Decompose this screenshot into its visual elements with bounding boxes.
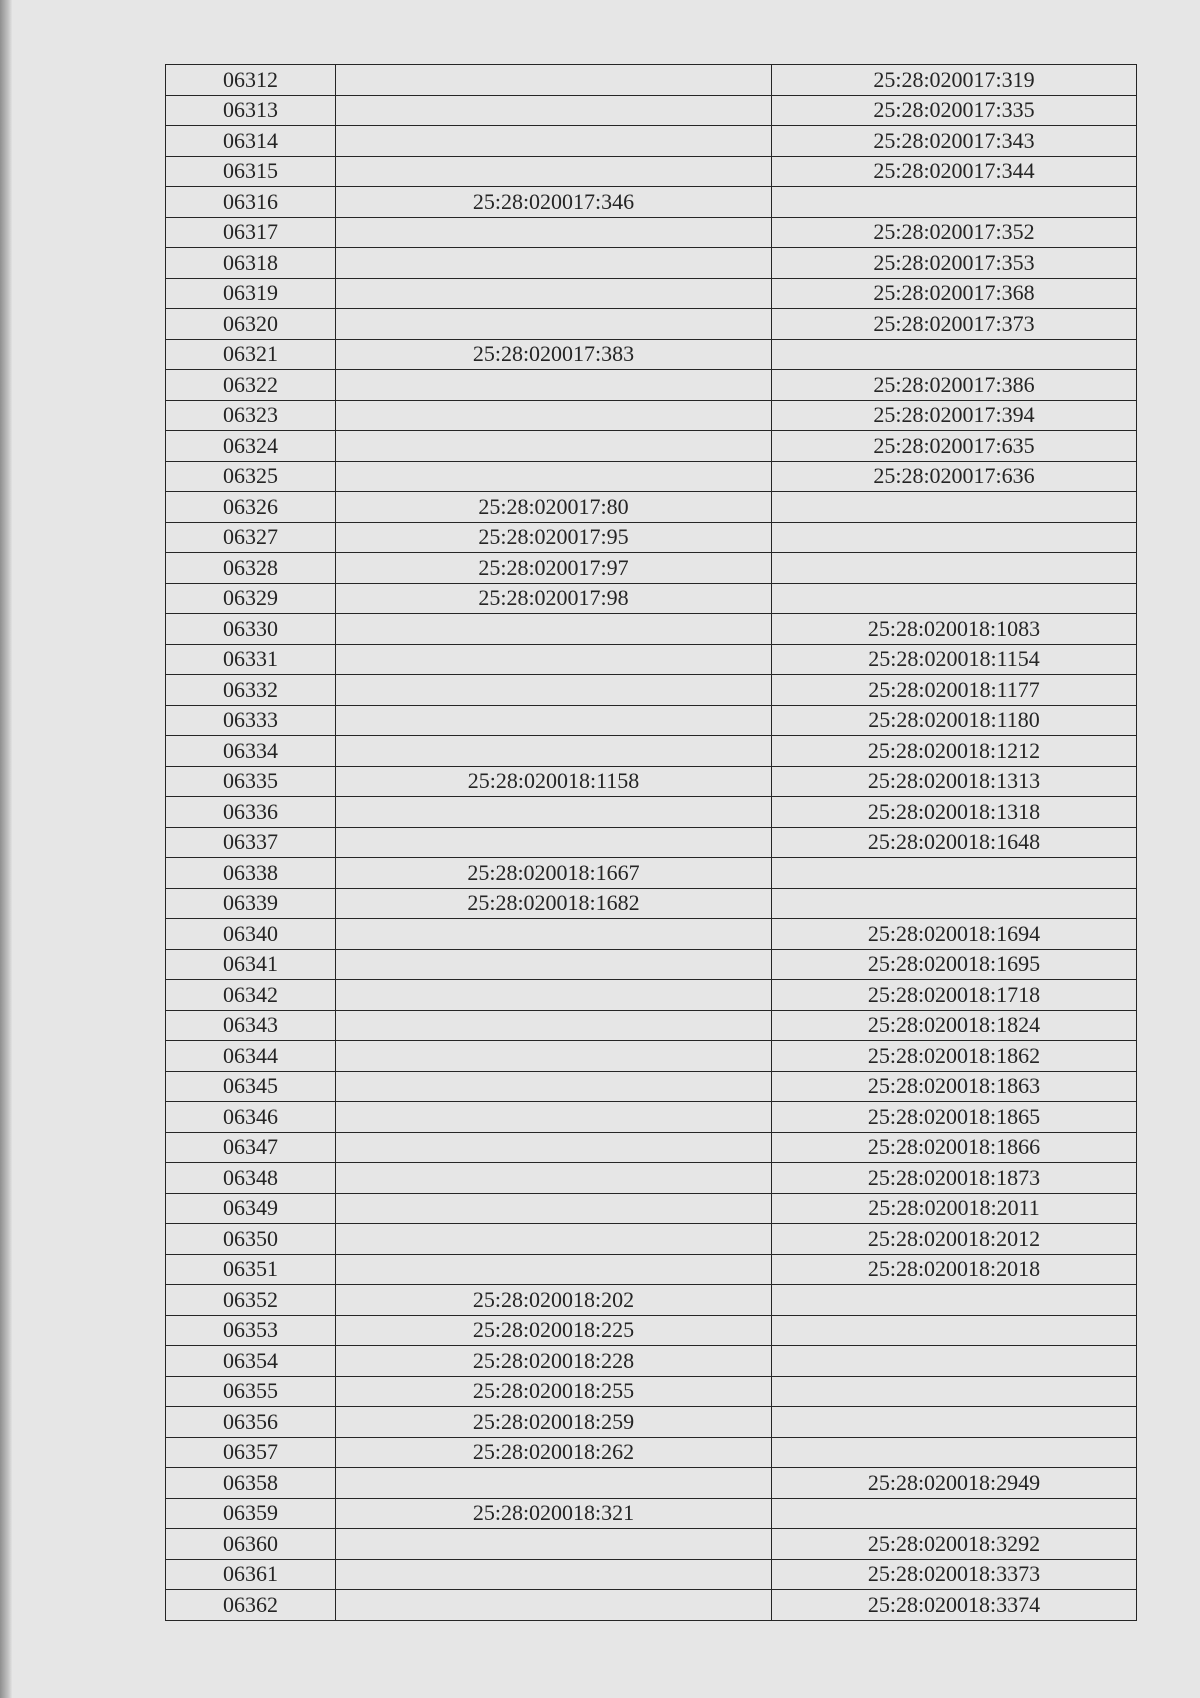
table-row [166,858,1137,889]
cadastral-number-cell-b [772,888,1137,919]
cadastral-number-cell-a [336,65,772,96]
row-number-cell: 06361 [166,1559,336,1590]
row-number-cell: 06342 [166,980,336,1011]
cadastral-number-cell-a [336,1102,772,1133]
table-row [166,1346,1137,1377]
cadastral-number-cell-b: 25:28:020018:1694 [772,919,1137,950]
table-row [166,126,1137,157]
row-number-cell: 06345 [166,1071,336,1102]
cadastral-number-cell-a [336,1529,772,1560]
cadastral-number-cell-a [336,980,772,1011]
cadastral-number-cell-b [772,1437,1137,1468]
cadastral-number-cell-b: 25:28:020017:386 [772,370,1137,401]
table-row [166,1376,1137,1407]
row-number-cell: 06353 [166,1315,336,1346]
table-row [166,1529,1137,1560]
table-row [166,766,1137,797]
cadastral-number-cell-a [336,1071,772,1102]
row-number-cell: 06359 [166,1498,336,1529]
cadastral-number-cell-b [772,1346,1137,1377]
cadastral-number-cell-b: 25:28:020018:1212 [772,736,1137,767]
cadastral-number-cell-b: 25:28:020018:1873 [772,1163,1137,1194]
table-row [166,1498,1137,1529]
table-row [166,1559,1137,1590]
cadastral-number-cell-b: 25:28:020018:1318 [772,797,1137,828]
cadastral-number-cell-b: 25:28:020018:1313 [772,766,1137,797]
table-row [166,675,1137,706]
table-row [166,339,1137,370]
cadastral-number-cell-b: 25:28:020018:2949 [772,1468,1137,1499]
cadastral-number-cell-b [772,1376,1137,1407]
page-binding-edge [0,0,12,1698]
row-number-cell: 06327 [166,522,336,553]
cadastral-number-cell-b: 25:28:020018:1648 [772,827,1137,858]
cadastral-number-cell-b: 25:28:020018:1863 [772,1071,1137,1102]
table-row [166,461,1137,492]
cadastral-number-cell-b: 25:28:020017:636 [772,461,1137,492]
table-row [166,644,1137,675]
cadastral-number-cell-b: 25:28:020017:394 [772,400,1137,431]
row-number-cell: 06331 [166,644,336,675]
table-row [166,1224,1137,1255]
table-row [166,1010,1137,1041]
table-row [166,980,1137,1011]
cadastral-number-cell-a: 25:28:020018:228 [336,1346,772,1377]
row-number-cell: 06336 [166,797,336,828]
cadastral-number-cell-a: 25:28:020017:98 [336,583,772,614]
row-number-cell: 06340 [166,919,336,950]
cadastral-number-cell-a [336,1163,772,1194]
row-number-cell: 06315 [166,156,336,187]
table-row [166,919,1137,950]
cadastral-number-cell-b: 25:28:020018:1718 [772,980,1137,1011]
cadastral-number-cell-b: 25:28:020018:1866 [772,1132,1137,1163]
row-number-cell: 06360 [166,1529,336,1560]
table-row [166,1315,1137,1346]
row-number-cell: 06334 [166,736,336,767]
cadastral-number-cell-b: 25:28:020018:2012 [772,1224,1137,1255]
scanned-page [12,0,1200,1698]
row-number-cell: 06341 [166,949,336,980]
table-row [166,797,1137,828]
row-number-cell: 06344 [166,1041,336,1072]
cadastral-number-cell-a [336,797,772,828]
cadastral-number-cell-a: 25:28:020017:80 [336,492,772,523]
row-number-cell: 06330 [166,614,336,645]
cadastral-number-cell-a [336,644,772,675]
table-row [166,614,1137,645]
row-number-cell: 06323 [166,400,336,431]
cadastral-number-cell-b: 25:28:020017:343 [772,126,1137,157]
cadastral-number-cell-a [336,400,772,431]
cadastral-number-cell-a [336,614,772,645]
cadastral-number-cell-b [772,1498,1137,1529]
cadastral-number-cell-a: 25:28:020018:259 [336,1407,772,1438]
cadastral-number-cell-b: 25:28:020018:3374 [772,1590,1137,1621]
row-number-cell: 06333 [166,705,336,736]
table-row [166,705,1137,736]
row-number-cell: 06352 [166,1285,336,1316]
table-row [166,522,1137,553]
table-row [166,1102,1137,1133]
cadastral-number-cell-b: 25:28:020017:368 [772,278,1137,309]
cadastral-number-cell-a [336,248,772,279]
cadastral-number-cell-b: 25:28:020017:352 [772,217,1137,248]
table-row [166,1041,1137,1072]
row-number-cell: 06337 [166,827,336,858]
table-row [166,278,1137,309]
table-row [166,1590,1137,1621]
table-row [166,1407,1137,1438]
row-number-cell: 06329 [166,583,336,614]
table-row [166,553,1137,584]
cadastral-number-cell-a [336,95,772,126]
cadastral-number-cell-b [772,187,1137,218]
row-number-cell: 06338 [166,858,336,889]
cadastral-number-cell-b: 25:28:020017:335 [772,95,1137,126]
cadastral-number-cell-b: 25:28:020018:1862 [772,1041,1137,1072]
cadastral-number-cell-a: 25:28:020018:255 [336,1376,772,1407]
table-row [166,736,1137,767]
table-row [166,888,1137,919]
table-row [166,492,1137,523]
cadastral-number-cell-a: 25:28:020018:1667 [336,858,772,889]
cadastral-number-cell-b [772,522,1137,553]
cadastral-number-cell-b [772,553,1137,584]
row-number-cell: 06357 [166,1437,336,1468]
cadastral-number-cell-a: 25:28:020017:383 [336,339,772,370]
cadastral-number-cell-b [772,583,1137,614]
cadastral-number-cell-b: 25:28:020018:1695 [772,949,1137,980]
cadastral-number-cell-a: 25:28:020018:321 [336,1498,772,1529]
row-number-cell: 06358 [166,1468,336,1499]
cadastral-number-cell-a [336,1041,772,1072]
cadastral-number-cell-b [772,858,1137,889]
cadastral-number-cell-b: 25:28:020018:3292 [772,1529,1137,1560]
cadastral-number-cell-a [336,217,772,248]
row-number-cell: 06318 [166,248,336,279]
table-row [166,431,1137,462]
cadastral-number-cell-a [336,1224,772,1255]
table-row [166,309,1137,340]
row-number-cell: 06349 [166,1193,336,1224]
cadastral-number-cell-a: 25:28:020017:97 [336,553,772,584]
cadastral-number-cell-b: 25:28:020018:2011 [772,1193,1137,1224]
row-number-cell: 06319 [166,278,336,309]
cadastral-number-cell-a [336,126,772,157]
cadastral-number-cell-b: 25:28:020017:319 [772,65,1137,96]
cadastral-number-cell-a: 25:28:020018:202 [336,1285,772,1316]
cadastral-number-cell-b: 25:28:020017:353 [772,248,1137,279]
table-row [166,95,1137,126]
cadastral-number-cell-a: 25:28:020018:262 [336,1437,772,1468]
table-row [166,1285,1137,1316]
row-number-cell: 06316 [166,187,336,218]
cadastral-number-cell-b: 25:28:020018:2018 [772,1254,1137,1285]
cadastral-number-cell-a [336,1010,772,1041]
cadastral-number-cell-b [772,1315,1137,1346]
table-row [166,370,1137,401]
cadastral-number-cell-a [336,309,772,340]
row-number-cell: 06314 [166,126,336,157]
cadastral-number-cell-a [336,1559,772,1590]
cadastral-number-cell-a [336,461,772,492]
cadastral-number-cell-a [336,1193,772,1224]
row-number-cell: 06325 [166,461,336,492]
row-number-cell: 06362 [166,1590,336,1621]
cadastral-number-cell-a [336,1254,772,1285]
table-row [166,949,1137,980]
table-row [166,400,1137,431]
row-number-cell: 06339 [166,888,336,919]
cadastral-number-cell-a [336,949,772,980]
table-row [166,1163,1137,1194]
table-row [166,248,1137,279]
table-row [166,1132,1137,1163]
table-row [166,1254,1137,1285]
cadastral-number-cell-b: 25:28:020018:1154 [772,644,1137,675]
cadastral-number-cell-a: 25:28:020017:346 [336,187,772,218]
row-number-cell: 06312 [166,65,336,96]
row-number-cell: 06355 [166,1376,336,1407]
row-number-cell: 06348 [166,1163,336,1194]
table-row [166,217,1137,248]
cadastral-number-cell-a [336,736,772,767]
cadastral-number-cell-a [336,156,772,187]
table-row [166,187,1137,218]
cadastral-number-cell-b: 25:28:020018:1083 [772,614,1137,645]
cadastral-numbers-table [165,64,1137,1621]
row-number-cell: 06320 [166,309,336,340]
row-number-cell: 06347 [166,1132,336,1163]
cadastral-number-cell-a [336,1590,772,1621]
cadastral-number-cell-a [336,1132,772,1163]
cadastral-number-cell-a [336,919,772,950]
cadastral-number-cell-b: 25:28:020017:373 [772,309,1137,340]
table-row [166,583,1137,614]
cadastral-number-cell-a [336,1468,772,1499]
row-number-cell: 06324 [166,431,336,462]
cadastral-number-cell-b [772,492,1137,523]
cadastral-number-cell-a: 25:28:020018:225 [336,1315,772,1346]
row-number-cell: 06317 [166,217,336,248]
row-number-cell: 06321 [166,339,336,370]
row-number-cell: 06328 [166,553,336,584]
row-number-cell: 06332 [166,675,336,706]
table-row [166,156,1137,187]
cadastral-number-cell-a [336,431,772,462]
row-number-cell: 06322 [166,370,336,401]
cadastral-number-cell-a [336,278,772,309]
cadastral-number-cell-b: 25:28:020018:1865 [772,1102,1137,1133]
row-number-cell: 06343 [166,1010,336,1041]
table-row [166,1468,1137,1499]
cadastral-number-cell-a: 25:28:020017:95 [336,522,772,553]
cadastral-number-cell-b: 25:28:020017:635 [772,431,1137,462]
cadastral-number-cell-a: 25:28:020018:1158 [336,766,772,797]
cadastral-number-cell-b: 25:28:020018:1180 [772,705,1137,736]
cadastral-number-cell-b: 25:28:020017:344 [772,156,1137,187]
row-number-cell: 06346 [166,1102,336,1133]
row-number-cell: 06350 [166,1224,336,1255]
row-number-cell: 06326 [166,492,336,523]
cadastral-number-cell-b [772,339,1137,370]
cadastral-number-cell-a [336,675,772,706]
cadastral-number-cell-a [336,827,772,858]
cadastral-number-cell-b: 25:28:020018:3373 [772,1559,1137,1590]
cadastral-number-cell-a [336,370,772,401]
table-row [166,827,1137,858]
cadastral-number-cell-a [336,705,772,736]
table-body [166,65,1137,1621]
table-row [166,65,1137,96]
table-row [166,1193,1137,1224]
cadastral-number-cell-a: 25:28:020018:1682 [336,888,772,919]
row-number-cell: 06351 [166,1254,336,1285]
row-number-cell: 06356 [166,1407,336,1438]
table-row [166,1071,1137,1102]
cadastral-number-cell-b: 25:28:020018:1177 [772,675,1137,706]
cadastral-number-cell-b [772,1407,1137,1438]
row-number-cell: 06335 [166,766,336,797]
table-row [166,1437,1137,1468]
row-number-cell: 06354 [166,1346,336,1377]
cadastral-number-cell-b [772,1285,1137,1316]
cadastral-number-cell-b: 25:28:020018:1824 [772,1010,1137,1041]
row-number-cell: 06313 [166,95,336,126]
